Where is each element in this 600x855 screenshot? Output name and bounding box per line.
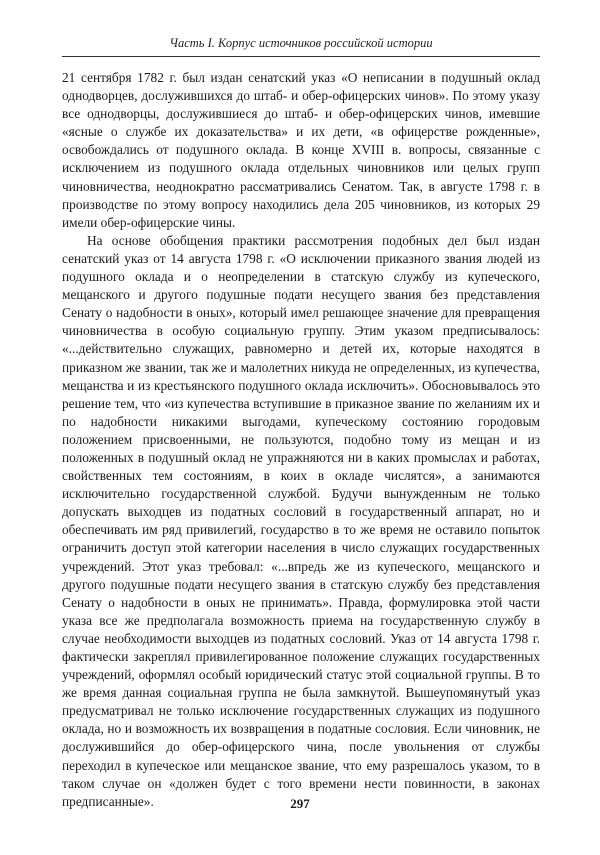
running-header-title: Часть I. Корпус источников российской истории — [169, 36, 433, 50]
page-number: 297 — [290, 796, 310, 811]
paragraph-2: На основе обобщения практики рассмотрения подобных дел был издан сенатский указ от 14 августа 1798 г. «О исключении приказного звания людей из подушного оклада и о неопределении в статскую службу из купеческого, мещанского и другого подушные подати несущего звания без представления Сенату о надобности в оных», который имел решающее значение для превращения чиновничества в особую социальную группу. Этим указом предписывалось: «...действительно служащих, равномерно и детей их, которые находятся в приказном же звании, так же и малолетних никуда не определенных, из купечества, мещанства и из крестьянского подушного оклада исключить». Обосновывалось это решение тем, что «из купечества вступившие в приказное звание по желаниям их и по надобности никакими выгодами, купеческому состоянию городовым положением присвоенными, не пользуются, подобно тому из мещан и из положенных в подушный оклад не упражняются ни в каких промыслах и работах, свойственных тем состояниям, в коих в окладе числятся», а занимаются исключительно государственной службой. Будучи вынужденным не только допускать выходцев из податных сословий в государственный аппарат, но и обеспечивать им ряд привилегий, государство в то же время не оставило попыток ограничить доступ этой категории населения в число служащих государственных учреждений. Этот указ требовал: «...впредь же из купеческого, мещанского и другого подушные подати несущего звания в статскую службу без представления Сенату о надобности в оных не принимать». Правда, формулировка этой части указа все же предполагала возможность приема на государственную службу в случае необходимости выходцев из податных сословий. Указ от 14 августа 1798 г. фактически закреплял привилегированное положение служащих государственных учреждений, оформлял особый юридический статус этой социальной группы. В то же время данная социальная группа не была замкнутой. Вышеупомянутый указ предусматривал не только исключение государственных служащих из подушного оклада, но и возможность их возвращения в податные сословия. Если чиновник, не дослужившийся до обер-офицерского чина, после увольнения от службы переходил в купеческое или мещанское звание, что ему разрешалось указом, то в таком случае он «должен будет с того времени нести повинности, в законах предписанные». — [62, 232, 540, 809]
header-rule — [62, 56, 540, 57]
paragraph-1: 21 сентября 1782 г. был издан сенатский указ «О неписании в подушный оклад однодворцев, дослужившихся до штаб- и обер-офицерских чинов». По этому указу все однодворцы, дослужившиеся до штаб- и обер-офицерских чинов, имевшие «ясные о службе их доказательства» и их дети, «в офицерстве рожденные», освобождались от подушного оклада. В конце XVIII в. вопросы, связанные с исключением из подушного оклада отдельных чиновников или целых групп чиновничества, неоднократно рассматривались Сенатом. Так, в августе 1798 г. в производстве по этому вопросу находились дела 205 чиновников, из которых 29 имели обер-офицерские чины. — [62, 70, 540, 230]
main-text — [62, 69, 540, 811]
